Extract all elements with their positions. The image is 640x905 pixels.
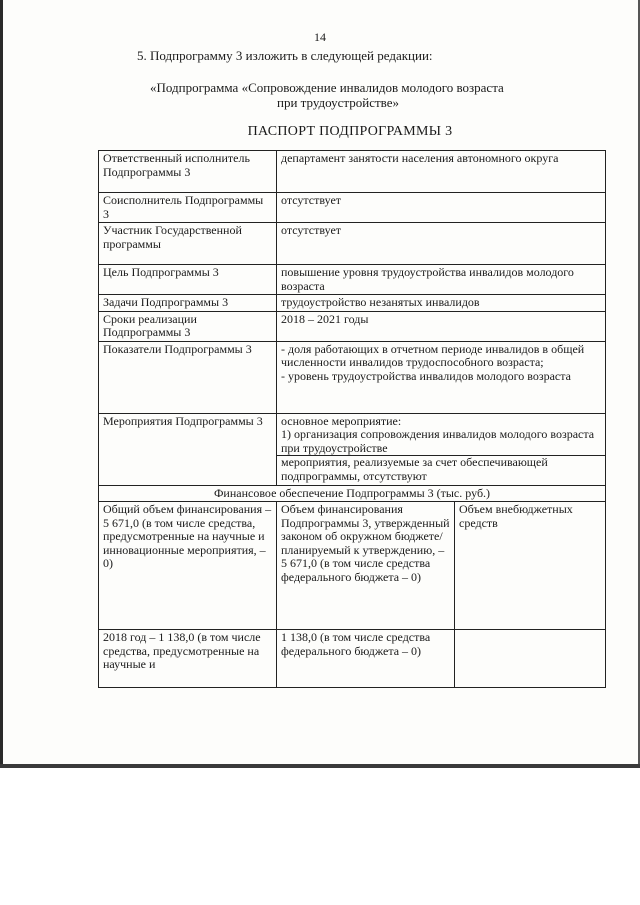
scan-edge — [0, 764, 640, 768]
table-row — [99, 502, 606, 630]
finance-2018-offbudget-cell — [455, 630, 606, 688]
table-row — [99, 341, 606, 413]
measure-main: основное мероприятие: — [281, 413, 402, 428]
finance-offbudget-cell: Объем внебюджетных средств — [455, 502, 606, 630]
indicator-1: - доля работающих в отчетном периоде инвалидов в общей численности инвалидов трудоспособного возраста; — [281, 341, 585, 369]
row-value: повышение уровня трудоустройства инвалидов молодого возраста — [277, 265, 606, 295]
table-row — [99, 311, 606, 341]
table-row — [99, 630, 606, 688]
row-label: Сроки реализации Подпрограммы 3 — [99, 311, 277, 341]
row-label: Цель Подпрограммы 3 — [99, 265, 277, 295]
row-value — [277, 341, 606, 413]
measure-1: 1) организация сопровождения инвалидов молодого возраста при трудоустройстве — [281, 427, 595, 455]
row-label: Мероприятия Подпрограммы 3 — [99, 413, 277, 485]
row-value: департамент занятости населения автономного округа — [277, 151, 606, 193]
page-number: 14 — [314, 30, 326, 44]
passport-table — [98, 150, 606, 688]
row-label: Участник Государственной программы — [99, 223, 277, 265]
table-row — [99, 265, 606, 295]
row-value: трудоустройство незанятых инвалидов — [277, 295, 606, 312]
quote-line-1: «Подпрограмма «Сопровождение инвалидов молодого возраста — [150, 80, 504, 95]
row-value — [277, 413, 606, 485]
page-title: ПАСПОРТ ПОДПРОГРАММЫ 3 — [247, 124, 453, 139]
intro-text: 5. Подпрограмму 3 изложить в следующей редакции: — [137, 48, 433, 63]
table-row — [99, 223, 606, 265]
finance-2018-cell: 2018 год – 1 138,0 (в том числе средства, предусмотренные на научные и — [99, 630, 277, 688]
row-label: Показатели Подпрограммы 3 — [99, 341, 277, 413]
measure-support: мероприятия, реализуемые за счет обеспечивающей подпрограммы, отсутствуют — [277, 455, 605, 483]
finance-2018-budget-cell: 1 138,0 (в том числе средства федерального бюджета – 0) — [277, 630, 455, 688]
table-row — [99, 485, 606, 502]
table-row — [99, 193, 606, 223]
finance-budget-cell: Объем финансирования Подпрограммы 3, утвержденный законом об окружном бюджете/ планируемый к утверждению, – 5 671,0 (в том числе средства федерального бюджета – 0) — [277, 502, 455, 630]
finance-title: Финансовое обеспечение Подпрограммы 3 (тыс. руб.) — [99, 485, 606, 502]
table-row — [99, 151, 606, 193]
row-label: Соисполнитель Подпрограммы 3 — [99, 193, 277, 223]
finance-total-cell: Общий объем финансирования – 5 671,0 (в том числе средства, предусмотренные на научные и инновационные мероприятия, – 0) — [99, 502, 277, 630]
row-value: 2018 – 2021 годы — [277, 311, 606, 341]
quote-line-2: при трудоустройстве» — [277, 95, 399, 110]
row-value: отсутствует — [277, 223, 606, 265]
row-label: Ответственный исполнитель Подпрограммы 3 — [99, 151, 277, 193]
table-row — [99, 413, 606, 485]
table-row — [99, 295, 606, 312]
row-label: Задачи Подпрограммы 3 — [99, 295, 277, 312]
row-value: отсутствует — [277, 193, 606, 223]
indicator-2: - уровень трудоустройства инвалидов молодого возраста — [281, 368, 571, 383]
